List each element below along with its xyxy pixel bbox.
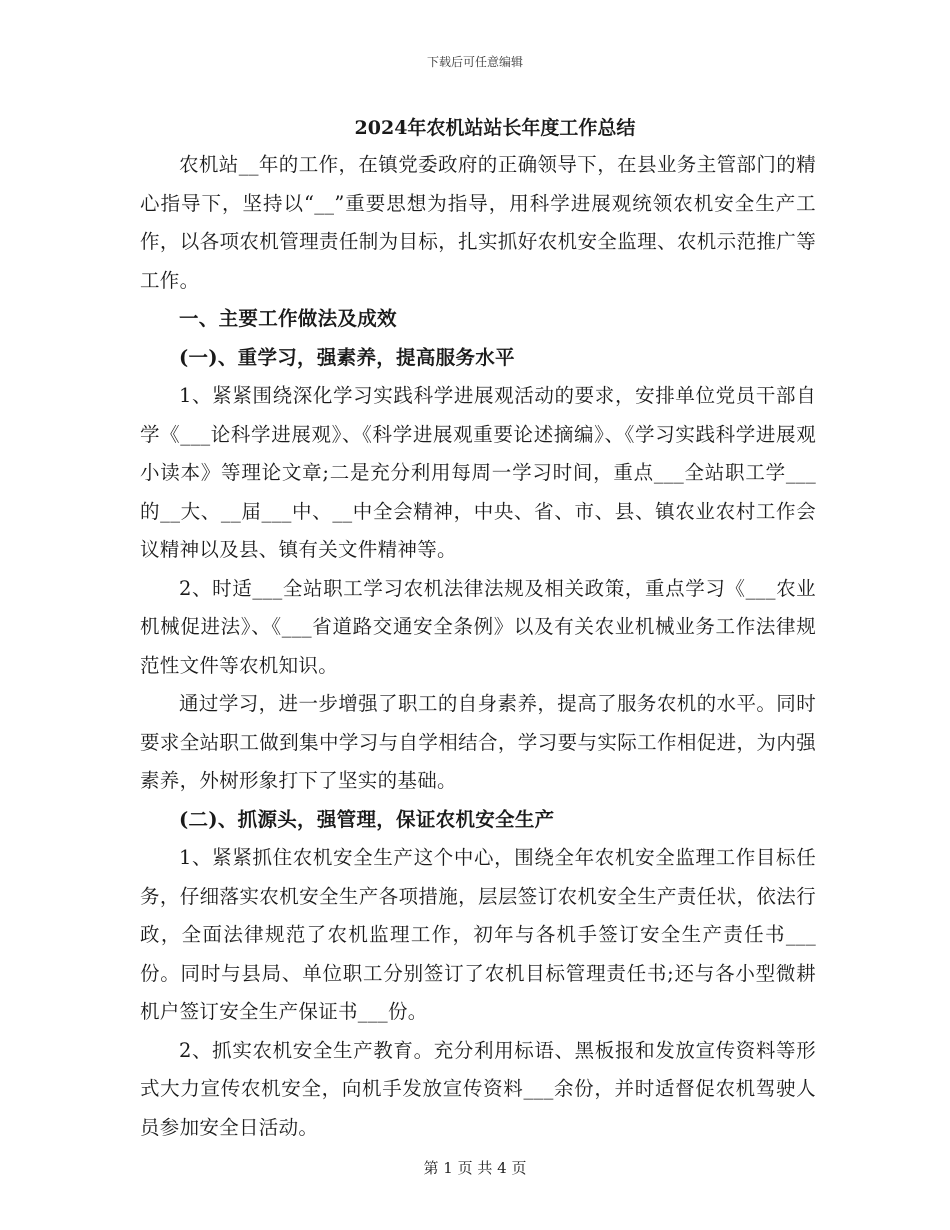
- paragraph-study-1: 1、紧紧围绕深化学习实践科学进展观活动的要求，安排单位党员干部自学《___论科学进展观》、《科学进展观重要论述摘编》、《学习实践科学进展观小读本》等理论文章;二是充分利用每周一学习时间，重点___全站职工学___的__大、__届___中、__中全会精神，中央、省、市、县、镇农业农村工作会议精神以及县、镇有关文件精神等。: [140, 384, 816, 561]
- page-title: 2024年农机站站长年度工作总结: [354, 117, 636, 139]
- header-note: 下载后可任意编辑: [426, 55, 523, 69]
- paragraph-study-2: 2、时适___全站职工学习农机法律法规及相关政策，重点学习《___农业机械促进法》、《___省道路交通安全条例》以及有关农业机械业务工作法律规范性文件等农机知识。: [140, 576, 816, 677]
- section-heading-main: 一、主要工作做法及成效: [179, 307, 397, 330]
- document-body: [140, 146, 816, 1147]
- subsection-heading-study: (一)、重学习，强素养，提高服务水平: [179, 345, 515, 369]
- paragraph-safety-1: 1、紧紧抓住农机安全生产这个中心，围绕全年农机安全监理工作目标任务，仔细落实农机安全生产各项措施，层层签订农机安全生产责任状，依法行政，全面法律规范了农机监理工作，初年与各机手签订安全生产责任书___份。同时与县局、单位职工分别签订了农机目标管理责任书;还与各小型微耕机户签订安全生产保证书___份。: [140, 846, 816, 1023]
- paragraph-safety-2: 2、抓实农机安全生产教育。充分利用标语、黑板报和发放宣传资料等形式大力宣传农机安全，向机手发放宣传资料___余份，并时适督促农机驾驶人员参加安全日活动。: [140, 1038, 816, 1139]
- subsection-heading-safety: (二)、抓源头，强管理，保证农机安全生产: [179, 807, 555, 831]
- page-number: 第 1 页 共 4 页: [423, 1159, 527, 1177]
- paragraph-study-summary: 通过学习，进一步增强了职工的自身素养，提高了服务农机的水平。同时要求全站职工做到集中学习与自学相结合，学习要与实际工作相促进，为内强素养，外树形象打下了坚实的基础。: [140, 692, 816, 792]
- paragraph-intro: 农机站__年的工作，在镇党委政府的正确领导下，在县业务主管部门的精心指导下，坚持以“__”重要思想为指导，用科学进展观统领农机安全生产工作，以各项农机管理责任制为目标，扎实抓好农机安全监理、农机示范推广等工作。: [140, 153, 816, 292]
